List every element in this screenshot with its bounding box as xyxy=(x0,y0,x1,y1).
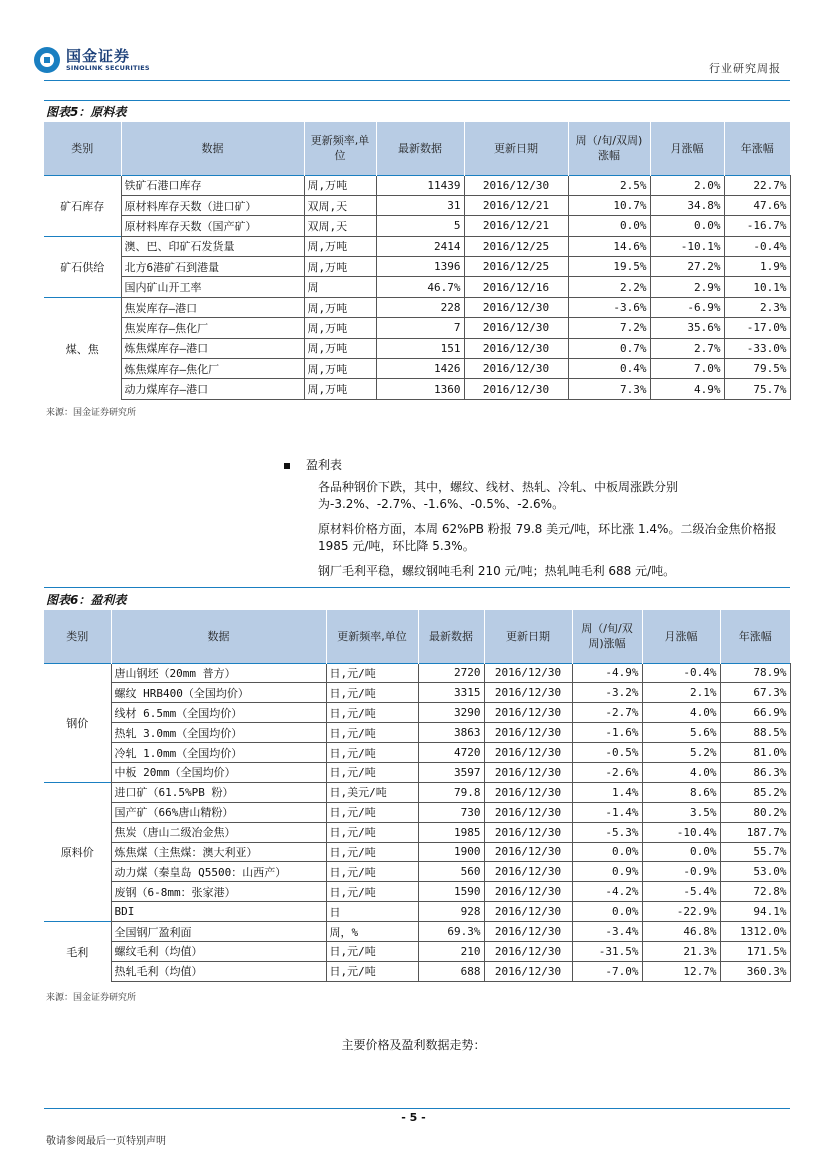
table-row xyxy=(44,723,790,743)
table-row xyxy=(44,338,790,358)
logo-text-en: SINOLINK SECURITIES xyxy=(66,64,150,72)
table-cell: 2016/12/25 xyxy=(464,236,568,256)
table-cell: 4.0% xyxy=(642,762,720,782)
table-cell: 2016/12/30 xyxy=(484,862,572,882)
table6-header-cell: 数据 xyxy=(111,610,326,663)
table-row xyxy=(44,683,790,703)
table-cell: 1900 xyxy=(418,842,484,862)
table-cell: 1396 xyxy=(376,257,464,277)
bullet-square-icon xyxy=(284,463,290,469)
table-cell: -31.5% xyxy=(572,941,642,961)
table-cell: 国内矿山开工率 xyxy=(121,277,304,297)
company-logo xyxy=(34,46,184,76)
table-cell: 日,元/吨 xyxy=(326,743,418,763)
table-cell: 1426 xyxy=(376,359,464,379)
table-cell: 日,元/吨 xyxy=(326,683,418,703)
table-cell: 2016/12/30 xyxy=(484,842,572,862)
table-cell: 2016/12/30 xyxy=(484,723,572,743)
table-row xyxy=(44,862,790,882)
table5-header-cell: 数据 xyxy=(121,122,304,175)
table-cell: 3863 xyxy=(418,723,484,743)
table-cell: 2016/12/30 xyxy=(484,941,572,961)
table-row xyxy=(44,216,790,236)
table-row xyxy=(44,175,790,195)
table-cell: 730 xyxy=(418,802,484,822)
table-row xyxy=(44,195,790,215)
table-cell: 7.2% xyxy=(568,318,650,338)
category-cell: 矿石供给 xyxy=(44,236,121,297)
table-cell: 53.0% xyxy=(720,862,790,882)
page-number: - 5 - xyxy=(401,1111,426,1124)
table-row xyxy=(44,297,790,317)
table-cell: 85.2% xyxy=(720,782,790,802)
table-cell: 69.3% xyxy=(418,922,484,942)
table-cell: 2016/12/30 xyxy=(484,743,572,763)
table-cell: -0.5% xyxy=(572,743,642,763)
table-cell: 2016/12/30 xyxy=(464,379,568,399)
table-cell: -3.2% xyxy=(572,683,642,703)
table-cell: 冷轧 1.0mm（全国均价） xyxy=(111,743,326,763)
table5-top-rule xyxy=(44,100,790,101)
table-cell: 46.7% xyxy=(376,277,464,297)
table6-header-cell: 周（/旬/双周)涨幅 xyxy=(572,610,642,663)
table5-header-cell: 类别 xyxy=(44,122,121,175)
table-cell: 2.3% xyxy=(724,297,790,317)
table-cell: 81.0% xyxy=(720,743,790,763)
table-cell: 79.8 xyxy=(418,782,484,802)
category-cell: 毛利 xyxy=(44,922,111,982)
table-cell: 31 xyxy=(376,195,464,215)
table-cell: 1985 xyxy=(418,822,484,842)
table-cell: 7.3% xyxy=(568,379,650,399)
table-cell: -17.0% xyxy=(724,318,790,338)
table-cell: 8.6% xyxy=(642,782,720,802)
table-cell: 2016/12/25 xyxy=(464,257,568,277)
table-cell: 2016/12/30 xyxy=(464,359,568,379)
table-row xyxy=(44,379,790,399)
table-cell: 2.0% xyxy=(650,175,724,195)
table-cell: 171.5% xyxy=(720,941,790,961)
table-cell: 55.7% xyxy=(720,842,790,862)
table-cell: 2016/12/30 xyxy=(484,762,572,782)
table6-source: 来源：国金证券研究所 xyxy=(46,993,137,1003)
table-cell: 5 xyxy=(376,216,464,236)
table-cell: 88.5% xyxy=(720,723,790,743)
table-cell: 78.9% xyxy=(720,663,790,683)
table5 xyxy=(44,122,791,400)
table-cell: 周，% xyxy=(326,922,418,942)
table-cell: 澳、巴、印矿石发货量 xyxy=(121,236,304,256)
table-cell: -2.7% xyxy=(572,703,642,723)
table-cell: 炼焦煤库存—港口 xyxy=(121,338,304,358)
table-cell: 2.7% xyxy=(650,338,724,358)
table-row xyxy=(44,277,790,297)
table-cell: 4.0% xyxy=(642,703,720,723)
table-cell: 2016/12/30 xyxy=(484,802,572,822)
table-cell: 周,万吨 xyxy=(304,338,376,358)
table-row xyxy=(44,703,790,723)
table-cell: 2016/12/21 xyxy=(464,216,568,236)
table-cell: 日,元/吨 xyxy=(326,723,418,743)
table-row xyxy=(44,922,790,942)
table-cell: 2016/12/30 xyxy=(464,297,568,317)
table-cell: -5.3% xyxy=(572,822,642,842)
table-cell: 1.4% xyxy=(572,782,642,802)
table-cell: 热轧 3.0mm（全国均价） xyxy=(111,723,326,743)
category-cell: 煤、焦 xyxy=(44,297,121,399)
table-cell: 中板 20mm（全国均价） xyxy=(111,762,326,782)
table-cell: 国产矿（66%唐山精粉） xyxy=(111,802,326,822)
table-cell: 27.2% xyxy=(650,257,724,277)
category-cell: 原料价 xyxy=(44,782,111,921)
table-cell: 日 xyxy=(326,902,418,922)
table6-top-rule xyxy=(44,587,790,588)
table-row xyxy=(44,318,790,338)
table-row xyxy=(44,882,790,902)
table5-header-cell: 年涨幅 xyxy=(724,122,790,175)
table-cell: 3315 xyxy=(418,683,484,703)
table5-title: 图表5：原料表 xyxy=(46,105,127,119)
table-cell: 周,万吨 xyxy=(304,257,376,277)
table-cell: 2.1% xyxy=(642,683,720,703)
table-cell: 66.9% xyxy=(720,703,790,723)
table-cell: 94.1% xyxy=(720,902,790,922)
table-cell: 日,元/吨 xyxy=(326,703,418,723)
table-cell: 2016/12/30 xyxy=(464,175,568,195)
report-type: 行业研究周报 xyxy=(709,62,781,75)
table-cell: 10.7% xyxy=(568,195,650,215)
table-cell: 周,万吨 xyxy=(304,236,376,256)
table-cell: 187.7% xyxy=(720,822,790,842)
table-row xyxy=(44,802,790,822)
table-cell: 11439 xyxy=(376,175,464,195)
table-cell: 67.3% xyxy=(720,683,790,703)
table-cell: 周,万吨 xyxy=(304,359,376,379)
table-cell: BDI xyxy=(111,902,326,922)
table-cell: 2720 xyxy=(418,663,484,683)
table-cell: 2016/12/21 xyxy=(464,195,568,215)
table-cell: 86.3% xyxy=(720,762,790,782)
table-cell: -10.1% xyxy=(650,236,724,256)
table-cell: 双周,天 xyxy=(304,195,376,215)
table-cell: -0.4% xyxy=(724,236,790,256)
table-cell: -1.4% xyxy=(572,802,642,822)
table-cell: 日,元/吨 xyxy=(326,842,418,862)
profit-paragraph: 原材料价格方面，本周 62%PB 粉报 79.8 美元/吨，环比涨 1.4%。二级冶金焦价格报 1985 元/吨，环比降 5.3%。 xyxy=(318,522,777,553)
table6 xyxy=(44,610,791,982)
table5-header-row xyxy=(44,122,790,175)
table-cell: 3290 xyxy=(418,703,484,723)
table-cell: -1.6% xyxy=(572,723,642,743)
table-cell: 2016/12/30 xyxy=(484,902,572,922)
table6-header-cell: 更新日期 xyxy=(484,610,572,663)
table-cell: 周,万吨 xyxy=(304,379,376,399)
table5-header-cell: 最新数据 xyxy=(376,122,464,175)
table6-header-cell: 最新数据 xyxy=(418,610,484,663)
table-row xyxy=(44,359,790,379)
table-cell: 3597 xyxy=(418,762,484,782)
table-cell: 日,元/吨 xyxy=(326,862,418,882)
table-row xyxy=(44,782,790,802)
table-cell: -22.9% xyxy=(642,902,720,922)
table-cell: 日,元/吨 xyxy=(326,822,418,842)
table-cell: 唐山钢坯（20mm 普方） xyxy=(111,663,326,683)
table-cell: 1312.0% xyxy=(720,922,790,942)
category-cell: 钢价 xyxy=(44,663,111,782)
table-cell: 0.7% xyxy=(568,338,650,358)
table-cell: 2.9% xyxy=(650,277,724,297)
table-cell: 2016/12/30 xyxy=(464,338,568,358)
table-cell: -4.2% xyxy=(572,882,642,902)
table-cell: 75.7% xyxy=(724,379,790,399)
table-cell: 0.4% xyxy=(568,359,650,379)
table-cell: 日,元/吨 xyxy=(326,762,418,782)
table-cell: 80.2% xyxy=(720,802,790,822)
table-cell: 0.0% xyxy=(642,842,720,862)
table-cell: 螺纹 HRB400（全国均价） xyxy=(111,683,326,703)
table-cell: 560 xyxy=(418,862,484,882)
table-row xyxy=(44,257,790,277)
table-cell: 2016/12/16 xyxy=(464,277,568,297)
table6-header-cell: 更新频率,单位 xyxy=(326,610,418,663)
table-cell: 热轧毛利（均值） xyxy=(111,961,326,981)
logo-text-cn: 国金证券 xyxy=(66,47,131,65)
table-cell: 2016/12/30 xyxy=(484,683,572,703)
table-cell: -0.4% xyxy=(642,663,720,683)
table-cell: 周,万吨 xyxy=(304,297,376,317)
table5-header-cell: 月涨幅 xyxy=(650,122,724,175)
table5-source: 来源：国金证券研究所 xyxy=(46,408,137,418)
table-cell: 72.8% xyxy=(720,882,790,902)
table-cell: 废钢（6-8mm：张家港） xyxy=(111,882,326,902)
table-cell: 2016/12/30 xyxy=(484,882,572,902)
table-cell: 铁矿石港口库存 xyxy=(121,175,304,195)
table-cell: 周,万吨 xyxy=(304,175,376,195)
table-row xyxy=(44,902,790,922)
table-cell: 北方6港矿石到港量 xyxy=(121,257,304,277)
table-cell: 1360 xyxy=(376,379,464,399)
table-cell: -16.7% xyxy=(724,216,790,236)
profit-bullet xyxy=(284,456,342,473)
table-cell: 2016/12/30 xyxy=(484,703,572,723)
table-cell: 21.3% xyxy=(642,941,720,961)
table-cell: 2016/12/30 xyxy=(484,961,572,981)
table-cell: 动力煤库存—港口 xyxy=(121,379,304,399)
table-row xyxy=(44,941,790,961)
table-cell: -0.9% xyxy=(642,862,720,882)
table-cell: 1.9% xyxy=(724,257,790,277)
table-cell: -33.0% xyxy=(724,338,790,358)
table-cell: 全国钢厂盈利面 xyxy=(111,922,326,942)
table-cell: 2.5% xyxy=(568,175,650,195)
table-cell: 4720 xyxy=(418,743,484,763)
table-cell: 79.5% xyxy=(724,359,790,379)
table-cell: 2016/12/30 xyxy=(484,782,572,802)
table-cell: 2.2% xyxy=(568,277,650,297)
logo-mark-icon xyxy=(34,47,60,73)
table-cell: 2016/12/30 xyxy=(464,318,568,338)
table-cell: 47.6% xyxy=(724,195,790,215)
table-row xyxy=(44,236,790,256)
table-cell: 10.1% xyxy=(724,277,790,297)
table-cell: 日,美元/吨 xyxy=(326,782,418,802)
table-cell: -2.6% xyxy=(572,762,642,782)
table-row xyxy=(44,822,790,842)
table-cell: 螺纹毛利（均值） xyxy=(111,941,326,961)
table-cell: 4.9% xyxy=(650,379,724,399)
table-cell: 0.0% xyxy=(572,842,642,862)
table-cell: 3.5% xyxy=(642,802,720,822)
table-cell: -3.6% xyxy=(568,297,650,317)
table-cell: 928 xyxy=(418,902,484,922)
table-cell: 0.0% xyxy=(650,216,724,236)
table5-header-cell: 更新频率,单位 xyxy=(304,122,376,175)
table-cell: 688 xyxy=(418,961,484,981)
table-cell: 210 xyxy=(418,941,484,961)
table6-header-cell: 类别 xyxy=(44,610,111,663)
table-cell: 0.0% xyxy=(568,216,650,236)
table-cell: 360.3% xyxy=(720,961,790,981)
table-cell: 焦炭库存—港口 xyxy=(121,297,304,317)
profit-paragraph: 钢厂毛利平稳，螺纹钢吨毛利 210 元/吨；热轧吨毛利 688 元/吨。 xyxy=(318,564,676,578)
table6-header-cell: 年涨幅 xyxy=(720,610,790,663)
table-cell: 19.5% xyxy=(568,257,650,277)
table-cell: -4.9% xyxy=(572,663,642,683)
table-cell: -3.4% xyxy=(572,922,642,942)
table-cell: 12.7% xyxy=(642,961,720,981)
table-cell: 动力煤（秦皇岛 Q5500：山西产） xyxy=(111,862,326,882)
table5-header-cell: 更新日期 xyxy=(464,122,568,175)
table-cell: 46.8% xyxy=(642,922,720,942)
table-cell: 34.8% xyxy=(650,195,724,215)
table-cell: 日,元/吨 xyxy=(326,882,418,902)
table-cell: 双周,天 xyxy=(304,216,376,236)
table-cell: 35.6% xyxy=(650,318,724,338)
table-cell: 2414 xyxy=(376,236,464,256)
table-cell: 周 xyxy=(304,277,376,297)
table-cell: 原材料库存天数（进口矿） xyxy=(121,195,304,215)
table-cell: 焦炭（唐山二级冶金焦） xyxy=(111,822,326,842)
table-cell: 焦炭库存—焦化厂 xyxy=(121,318,304,338)
table-row xyxy=(44,663,790,683)
table-cell: 7 xyxy=(376,318,464,338)
footer-divider xyxy=(44,1108,790,1109)
table-cell: 7.0% xyxy=(650,359,724,379)
table-cell: 日,元/吨 xyxy=(326,663,418,683)
table-cell: 线材 6.5mm（全国均价） xyxy=(111,703,326,723)
table-cell: 2016/12/30 xyxy=(484,922,572,942)
header-divider xyxy=(44,80,790,81)
table6-header-row xyxy=(44,610,790,663)
table-cell: 1590 xyxy=(418,882,484,902)
table-cell: 炼焦煤库存—焦化厂 xyxy=(121,359,304,379)
table-cell: -6.9% xyxy=(650,297,724,317)
table-cell: 周,万吨 xyxy=(304,318,376,338)
footer-disclaimer: 敬请参阅最后一页特别声明 xyxy=(46,1136,166,1147)
table-row xyxy=(44,762,790,782)
table6-header-cell: 月涨幅 xyxy=(642,610,720,663)
table-cell: 0.0% xyxy=(572,902,642,922)
table-row xyxy=(44,961,790,981)
trend-note: 主要价格及盈利数据走势： xyxy=(341,1038,486,1052)
table-cell: 进口矿（61.5%PB 粉） xyxy=(111,782,326,802)
table-cell: 日,元/吨 xyxy=(326,941,418,961)
profit-bullet-label: 盈利表 xyxy=(306,458,343,472)
table-row xyxy=(44,842,790,862)
table-cell: 日,元/吨 xyxy=(326,961,418,981)
table-cell: 日,元/吨 xyxy=(326,802,418,822)
table-cell: -7.0% xyxy=(572,961,642,981)
table-cell: 炼焦煤（主焦煤：澳大利亚） xyxy=(111,842,326,862)
table-cell: 5.6% xyxy=(642,723,720,743)
category-cell: 矿石库存 xyxy=(44,175,121,236)
table-cell: 151 xyxy=(376,338,464,358)
table5-header-cell: 周（/旬/双周)涨幅 xyxy=(568,122,650,175)
table-cell: 原材料库存天数（国产矿） xyxy=(121,216,304,236)
table-cell: 0.9% xyxy=(572,862,642,882)
table6-title: 图表6：盈利表 xyxy=(46,593,127,607)
table-cell: 5.2% xyxy=(642,743,720,763)
profit-paragraph: 各品种钢价下跌，其中，螺纹、线材、热轧、冷轧、中板周涨跌分别为-3.2%、-2.7%、-1.6%、-0.5%、-2.6%。 xyxy=(318,480,679,511)
table-cell: 22.7% xyxy=(724,175,790,195)
table-cell: -10.4% xyxy=(642,822,720,842)
table-cell: 2016/12/30 xyxy=(484,663,572,683)
table-cell: 14.6% xyxy=(568,236,650,256)
table-row xyxy=(44,743,790,763)
table-cell: -5.4% xyxy=(642,882,720,902)
table-cell: 2016/12/30 xyxy=(484,822,572,842)
table-cell: 228 xyxy=(376,297,464,317)
